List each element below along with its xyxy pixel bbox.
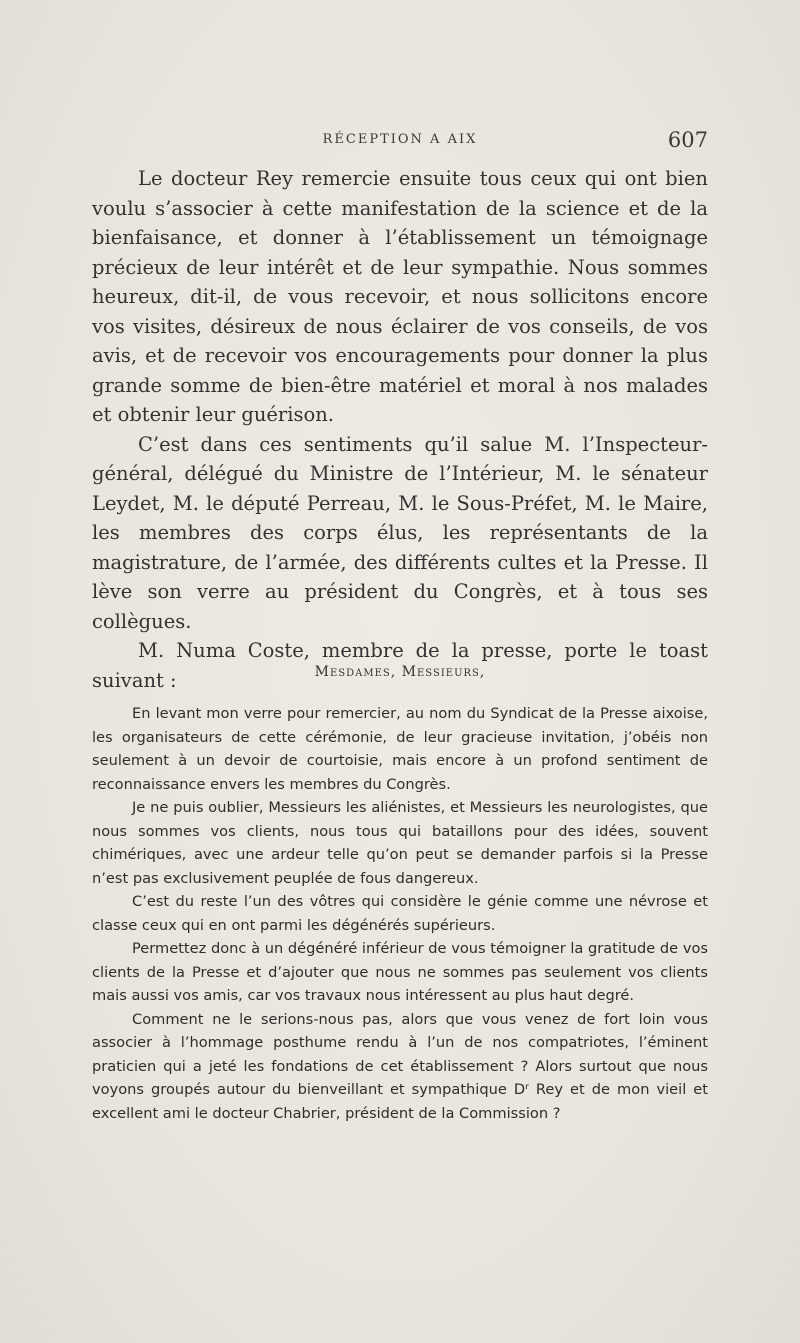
toast-paragraph: Permettez donc à un dégénéré inférieur de vous témoigner la gratitude de vos clients de la Presse et d’ajouter que nous ne sommes pas seulement vos clients mais aussi vos amis, car vos travaux nous intéressent au plus haut degré.: [92, 940, 708, 1004]
paragraph: M. Numa Coste, membre de la presse, porte le toast suivant :: [92, 639, 708, 692]
toast-paragraph: Comment ne le serions-nous pas, alors que vous venez de fort loin vous associer à l’hommage posthume rendu à l’un de nos compatriotes, l’éminent praticien qui a jeté les fondations de cet établissement ? Alors surtout que nous voyons groupés autour du bienveillant et sympathique Dʳ Rey et de mon vieil et excellent ami le docteur Chabrier, président de la Commission ?: [92, 1010, 708, 1122]
running-title: RÉCEPTION A AIX: [322, 132, 478, 147]
toast-salutation: Mesdames, Messieurs,: [314, 664, 486, 680]
main-text: [92, 164, 708, 695]
toast-paragraph: C’est du reste l’un des vôtres qui considère le génie comme une névrose et classe ceux qui en ont parmi les dégénérés supérieurs.: [92, 893, 708, 934]
paragraph: Le docteur Rey remercie ensuite tous ceux qui ont bien voulu s’associer à cette manifestation de la science et de la bienfaisance, et donner à l’établissement un témoignage précieux de leur intérêt et de leur sympathie. Nous sommes heureux, dit-il, de vous recevoir, et nous sollicitons encore vos visites, désireux de nous éclairer de vos conseils, de vos avis, et de recevoir vos encouragements pour donner la plus grande somme de bien-être matériel et moral à nos malades et obtenir leur guérison.: [92, 167, 708, 426]
toast-paragraph: Je ne puis oublier, Messieurs les aliénistes, et Messieurs les neurologistes, que nous sommes vos clients, nous tous qui bataillons pour des idées, souvent chimériques, avec une ardeur telle qu’on peut se demander parfois si la Presse n’est pas exclusivement peuplée de fous dangereux.: [92, 799, 708, 887]
toast-text: [92, 702, 708, 1125]
paragraph: C’est dans ces sentiments qu’il salue M. l’Inspecteur-général, délégué du Ministre de l’Intérieur, M. le sénateur Leydet, M. le député Perreau, M. le Sous-Préfet, M. le Maire, les membres des corps élus, les représentants de la magistrature, de l’armée, des différents cultes et la Presse. Il lève son verre au président du Congrès, et à tous ses collègues.: [92, 432, 708, 633]
page-number: 607: [667, 128, 708, 152]
running-header: [92, 128, 708, 156]
toast-paragraph: En levant mon verre pour remercier, au nom du Syndicat de la Presse aixoise, les organisateurs de cette cérémonie, de leur gracieuse invitation, j’obéis non seulement à un devoir de courtoisie, mais encore à un profond sentiment de reconnaissance envers les membres du Congrès.: [92, 705, 708, 793]
